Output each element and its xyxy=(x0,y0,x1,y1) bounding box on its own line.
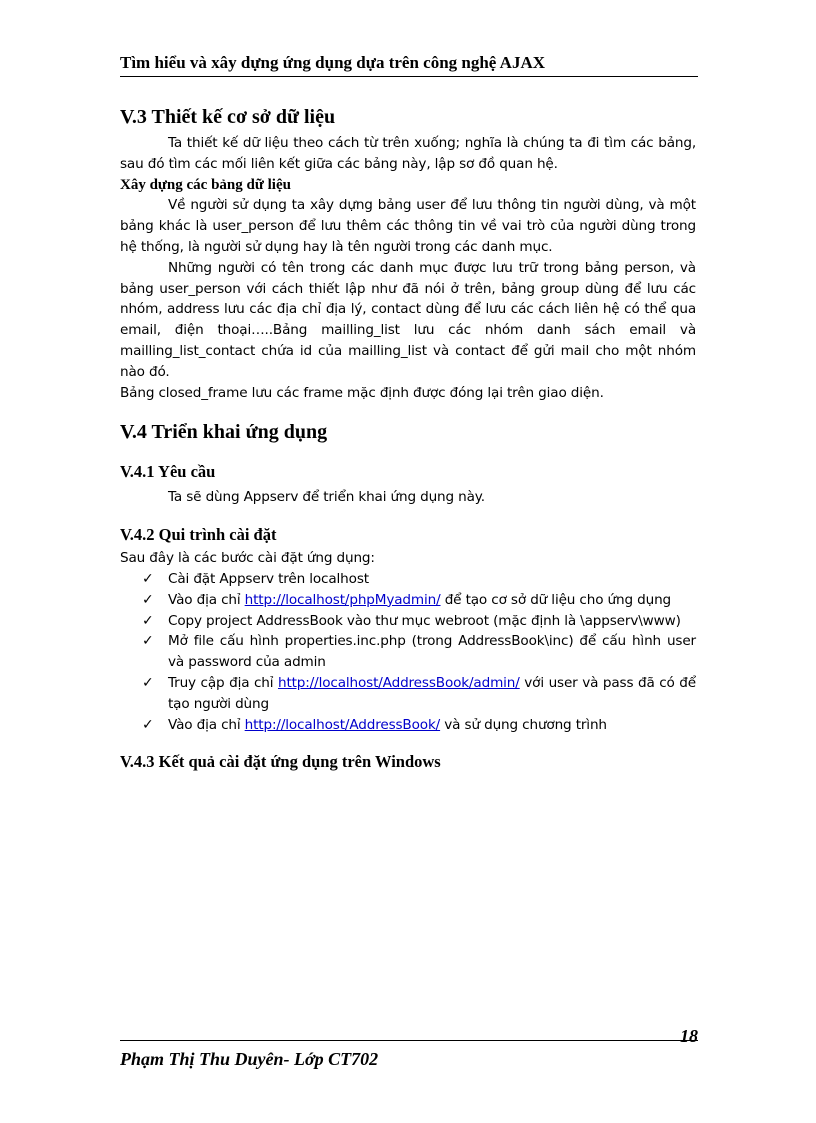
step-text-before: Vào địa chỉ xyxy=(168,716,245,733)
check-icon: ✓ xyxy=(142,591,154,608)
paragraph-closed-frame: Bảng closed_frame lưu các frame mặc định được đóng lại trên giao diện. xyxy=(120,384,604,401)
install-steps-list xyxy=(120,569,696,735)
subsection-v41-text: Ta sẽ dùng Appserv để triển khai ứng dụng này. xyxy=(168,489,485,506)
step-text: Cài đặt Appserv trên localhost xyxy=(168,570,369,587)
check-icon: ✓ xyxy=(142,716,154,733)
paragraph-user-tables: Về người sử dụng ta xây dựng bảng user để lưu thông tin người dùng, và một bảng khác là user_person để lưu thêm các thông tin về vai trò của người dùng trong hệ thống, là người sử dụng hay là tên người trong các danh mục. xyxy=(120,197,696,255)
step-text: Copy project AddressBook vào thư mục webroot (mặc định là \appserv\www) xyxy=(168,612,681,629)
running-header: Tìm hiểu và xây dựng ứng dụng dựa trên công nghệ AJAX xyxy=(120,52,698,77)
section-v4-heading: V.4 Triển khai ứng dụng xyxy=(120,421,328,444)
check-icon: ✓ xyxy=(142,633,154,650)
section-v3-intro: Ta thiết kế dữ liệu theo cách từ trên xuống; nghĩa là chúng ta đi tìm các bảng, sau đó tìm các mối liên kết giữa các bảng này, lập sơ đồ quan hệ. xyxy=(120,135,696,172)
subsection-v42-intro: Sau đây là các bước cài đặt ứng dụng: xyxy=(120,550,375,567)
step-text-after: và sử dụng chương trình xyxy=(440,716,607,733)
step-text-before: Truy cập địa chỉ xyxy=(168,674,278,691)
step-text-after: với user và pass đã có để tạo người dùng xyxy=(168,674,696,712)
list-item xyxy=(142,569,696,590)
check-icon: ✓ xyxy=(142,612,154,629)
tables-subheading: Xây dựng các bảng dữ liệu xyxy=(120,176,291,193)
subsection-v41-heading: V.4.1 Yêu cầu xyxy=(120,462,216,482)
list-item xyxy=(142,673,696,715)
check-icon: ✓ xyxy=(142,674,154,691)
phpmyadmin-link[interactable]: http://localhost/phpMyadmin/ xyxy=(244,591,441,608)
check-icon: ✓ xyxy=(142,570,154,587)
step-text-after: để tạo cơ sở dữ liệu cho ứng dụng xyxy=(440,591,672,608)
page-number: 18 xyxy=(680,1026,698,1046)
list-item xyxy=(142,590,696,611)
section-v3-heading: V.3 Thiết kế cơ sở dữ liệu xyxy=(120,106,336,128)
step-text-before: Vào địa chỉ xyxy=(168,591,245,608)
admin-link[interactable]: http://localhost/AddressBook/admin/ xyxy=(277,674,520,691)
list-item xyxy=(142,631,696,673)
list-item xyxy=(142,715,696,736)
step-text: Mở file cấu hình properties.inc.php (trong AddressBook\inc) để cấu hình user và password của admin xyxy=(168,633,696,671)
paragraph-person-tables: Những người có tên trong các danh mục được lưu trữ trong bảng person, và bảng user_person với cách thiết lập như đã nói ở trên, bảng group dùng để lưu các nhóm, address lưu các địa chỉ địa lý, contact dùng để lưu các cách liên hệ có thể qua email, điện thoại…..Bảng mailling_list lưu các nhóm danh sách email và mailling_list_contact chứa id của mailling_list và contact để gửi mail cho một nhóm nào đó. xyxy=(120,259,696,380)
subsection-v42-heading: V.4.2 Qui trình cài đặt xyxy=(120,525,277,545)
document-body xyxy=(120,104,696,773)
footer-author: Phạm Thị Thu Duyên- Lớp CT702 xyxy=(120,1049,379,1069)
list-item xyxy=(142,611,696,632)
subsection-v43-heading: V.4.3 Kết quả cài đặt ứng dụng trên Windows xyxy=(120,752,441,772)
addressbook-link[interactable]: http://localhost/AddressBook/ xyxy=(244,716,441,733)
footer-divider xyxy=(120,1040,698,1041)
